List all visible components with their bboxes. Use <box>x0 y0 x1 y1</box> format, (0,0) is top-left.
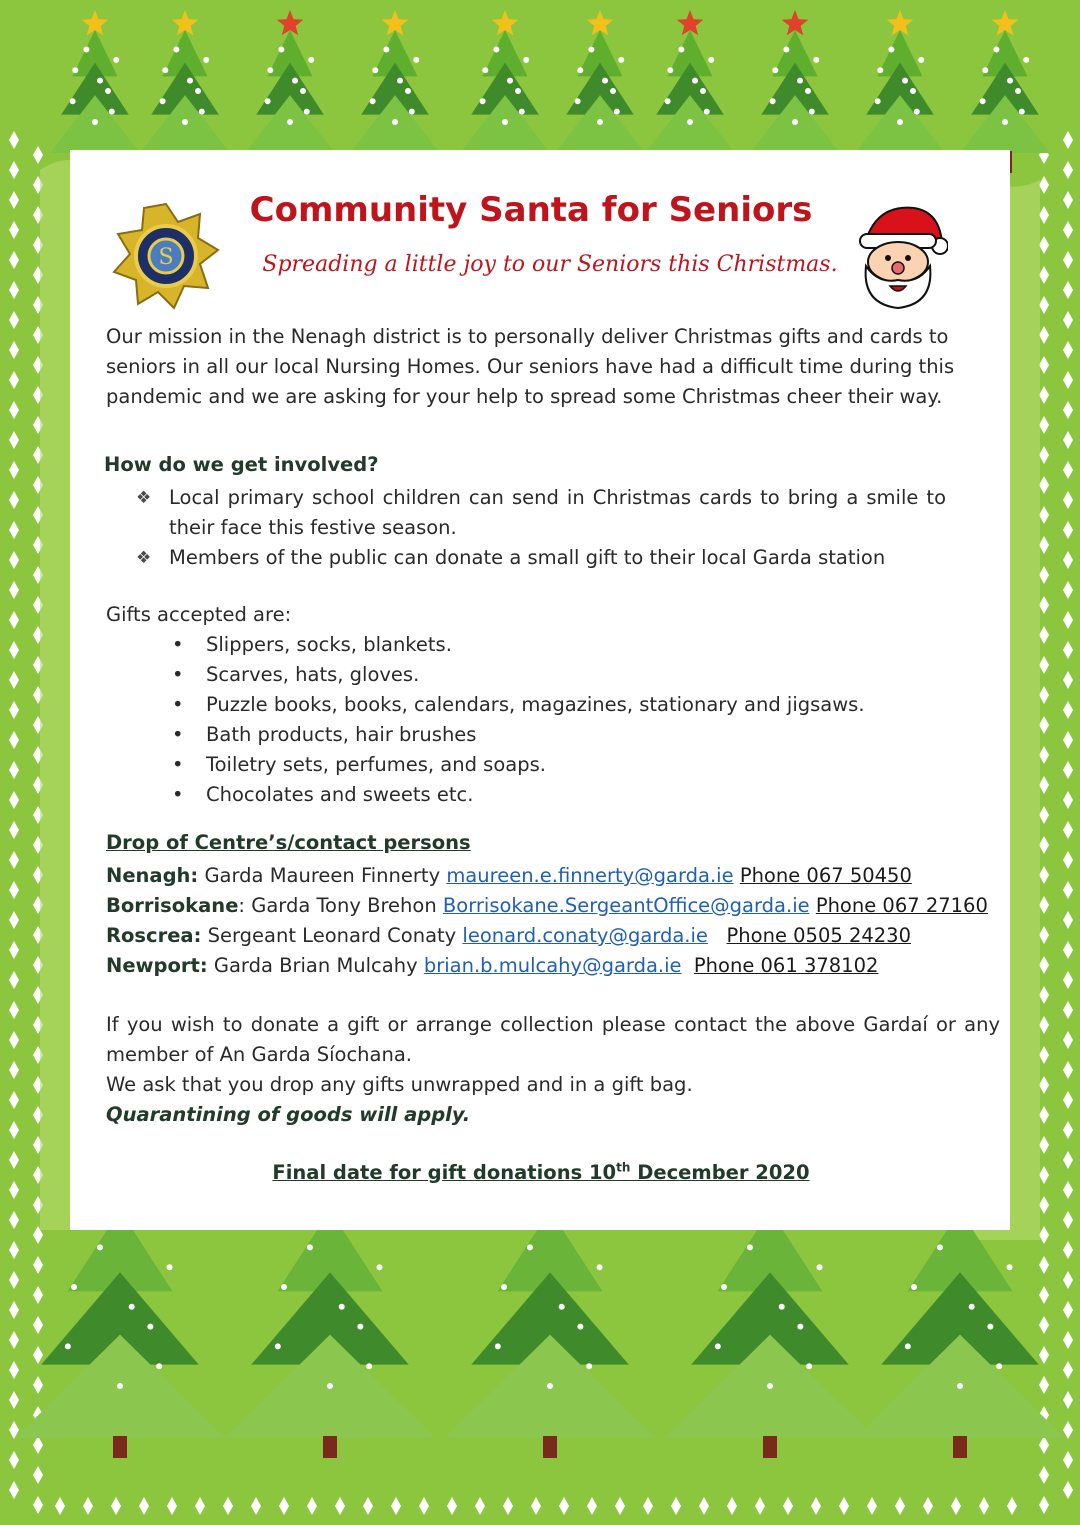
diamond-bullet-icon: ❖ <box>136 488 152 508</box>
contact-row: Nenagh: Garda Maureen Finnerty maureen.e.finnerty@garda.ie Phone 067 50450 <box>106 864 912 887</box>
contact-row: Roscrea: Sergeant Leonard Conaty leonard.conaty@garda.ie Phone 0505 24230 <box>106 924 911 947</box>
contacts-list <box>106 861 988 981</box>
list-item: • Chocolates and sweets etc. <box>170 780 865 810</box>
page-title: Community Santa for Seniors <box>249 190 813 230</box>
email-link[interactable]: brian.b.mulcahy@garda.ie <box>423 954 682 977</box>
mission-paragraph: Our mission in the Nenagh district is to personally deliver Christmas gifts and cards to seniors in all our local Nursing Homes. Our seniors have had a difficult time during this pandemic and we are asking for your help to spread some Christmas cheer their way. <box>106 325 955 408</box>
list-item: ❖ Members of the public can donate a small gift to their local Garda station <box>136 543 946 573</box>
phone-number: Phone 067 50450 <box>739 864 912 887</box>
gifts-list <box>170 630 865 810</box>
list-item: • Slippers, socks, blankets. <box>170 630 865 660</box>
svg-text:S: S <box>158 245 174 270</box>
bullet-icon: • <box>172 753 184 776</box>
contact-row: Newport: Garda Brian Mulcahy brian.b.mulcahy@garda.ie Phone 061 378102 <box>106 954 879 977</box>
diamond-bullet-icon: ❖ <box>136 548 152 568</box>
list-item: • Puzzle books, books, calendars, magazines, stationary and jigsaws. <box>170 690 865 720</box>
quarantine-note: Quarantining of goods will apply. <box>106 1103 471 1126</box>
phone-number: Phone 0505 24230 <box>726 924 911 947</box>
contacts-heading: Drop of Centre’s/contact persons <box>106 831 471 854</box>
closing-paragraph: If you wish to donate a gift or arrange collection please contact the above Gardaí or any member of An Garda Síochana. We ask that you drop any gifts unwrapped and in a gift bag. Quarantining of goods will apply. <box>106 1010 1000 1130</box>
email-link[interactable]: Borrisokane.SergeantOffice@garda.ie <box>442 894 810 917</box>
final-date: Final date for gift donations 10th December 2020 <box>272 1160 810 1184</box>
list-item: ❖ Local primary school children can send in Christmas cards to bring a smile to their face this festive season. <box>136 483 946 543</box>
list-item: • Scarves, hats, gloves. <box>170 660 865 690</box>
email-link[interactable]: leonard.conaty@garda.ie <box>462 924 708 947</box>
bullet-icon: • <box>172 663 184 686</box>
list-item: • Bath products, hair brushes <box>170 720 865 750</box>
bullet-icon: • <box>172 693 184 716</box>
bullet-icon: • <box>172 633 184 656</box>
bullet-icon: • <box>172 783 184 806</box>
page-subtitle: Spreading a little joy to our Seniors this Christmas. <box>262 252 838 277</box>
gifts-intro: Gifts accepted are: <box>106 603 292 626</box>
involvement-heading: How do we get involved? <box>104 453 379 476</box>
email-link[interactable]: maureen.e.finnerty@garda.ie <box>446 864 734 887</box>
contact-row: Borrisokane: Garda Tony Brehon Borrisokane.SergeantOffice@garda.ie Phone 067 27160 <box>106 894 988 917</box>
phone-number: Phone 067 27160 <box>815 894 988 917</box>
list-item: • Toiletry sets, perfumes, and soaps. <box>170 750 865 780</box>
phone-number: Phone 061 378102 <box>693 954 879 977</box>
involvement-list <box>136 483 946 573</box>
bullet-icon: • <box>172 723 184 746</box>
